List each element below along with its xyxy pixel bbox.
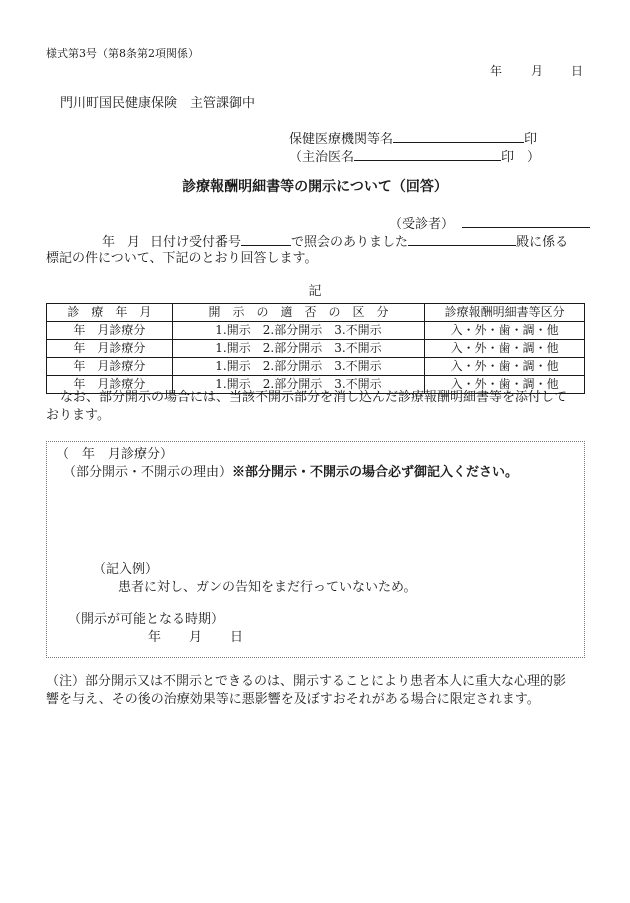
- table-cell-disclosure[interactable]: 1.開示 2.部分開示 3.不開示: [172, 340, 425, 358]
- example-label: （記入例）: [93, 562, 159, 577]
- table-cell-month[interactable]: 年 月診療分: [47, 376, 173, 394]
- table-cell-month[interactable]: 年 月診療分: [47, 358, 173, 376]
- patient-line: [389, 215, 590, 233]
- possible-period-label: （開示が可能となる時期）: [68, 612, 225, 627]
- table-cell-disclosure[interactable]: 1.開示 2.部分開示 3.不開示: [172, 376, 425, 394]
- patient-blank-inline[interactable]: [408, 233, 516, 246]
- box-period: （ 年 月診療分）: [56, 447, 174, 462]
- table-row: [47, 340, 585, 358]
- footnote-line-2: 響を与え、その後の治療効果等に悪影響を及ぼすおそれがある場合に限定されます。: [46, 692, 540, 707]
- date-month: 月: [531, 64, 544, 78]
- reply-line-2: 標記の件について、下記のとおり回答します。: [46, 251, 318, 266]
- table-header-row: [47, 304, 585, 322]
- receipt-number-blank[interactable]: [241, 233, 291, 246]
- table-cell-month[interactable]: 年 月診療分: [47, 340, 173, 358]
- institution-name-label: 保健医療機関等名: [289, 132, 394, 147]
- partial-note-line-2: おります。: [46, 408, 110, 423]
- doctor-label: （主治医名: [289, 150, 355, 165]
- table-cell-month[interactable]: 年 月診療分: [47, 322, 173, 340]
- possible-year: 年: [148, 630, 162, 645]
- date-day: 日: [571, 64, 584, 78]
- institution-line: [289, 130, 537, 148]
- table-header: 開 示 の 適 否 の 区 分: [172, 304, 425, 322]
- page-title: 診療報酬明細書等の開示について（回答）: [182, 179, 448, 195]
- disclosure-table: [46, 303, 585, 394]
- table-cell-category[interactable]: 入・外・歯・調・他: [425, 358, 585, 376]
- form-number: 様式第3号（第8条第2項関係）: [46, 47, 199, 60]
- footnote-line-1: （注）部分開示又は不開示とできるのは、開示することにより患者本人に重大な心理的影: [46, 674, 567, 689]
- possible-month: 月: [189, 630, 203, 645]
- doctor-seal: 印 ）: [501, 150, 541, 165]
- patient-label: （受診者）: [389, 217, 455, 232]
- reply-line-1: [46, 233, 568, 251]
- patient-name-blank[interactable]: [462, 215, 590, 228]
- table-header: 診 療 年 月: [47, 304, 173, 322]
- ki-heading: 記: [308, 284, 322, 299]
- doctor-line: [289, 148, 540, 166]
- possible-day: 日: [230, 630, 244, 645]
- reply-regarding-label: 殿に係る: [516, 235, 569, 250]
- example-text: 患者に対し、ガンの告知をまだ行っていないため。: [118, 580, 417, 595]
- reason-instruction: ※部分開示・不開示の場合必ず御記入ください。: [232, 465, 519, 480]
- table-row: [47, 322, 585, 340]
- table-cell-category[interactable]: 入・外・歯・調・他: [425, 322, 585, 340]
- table-cell-disclosure[interactable]: 1.開示 2.部分開示 3.不開示: [172, 358, 425, 376]
- partial-note-line-1: なお、部分開示の場合には、当該不開示部分を消し込んだ診療報酬明細書等を添付して: [60, 390, 568, 405]
- date-year: 年: [490, 64, 503, 78]
- institution-seal: 印: [524, 132, 538, 147]
- reply-inquiry-label: で照会のありました: [291, 235, 409, 250]
- table-header: 診療報酬明細書等区分: [425, 304, 585, 322]
- doctor-name-blank[interactable]: [354, 148, 501, 161]
- institution-name-blank[interactable]: [393, 130, 524, 143]
- table-cell-category[interactable]: 入・外・歯・調・他: [425, 340, 585, 358]
- reason-line: [63, 465, 518, 481]
- reply-month: 月: [127, 235, 141, 250]
- table-cell-disclosure[interactable]: 1.開示 2.部分開示 3.不開示: [172, 322, 425, 340]
- table-row: [47, 358, 585, 376]
- addressee: 門川町国民健康保険 主管課御中: [60, 96, 256, 111]
- table-cell-category[interactable]: 入・外・歯・調・他: [425, 376, 585, 394]
- reason-label: （部分開示・不開示の理由）: [63, 465, 233, 480]
- reply-received-label: 日付け受付番号: [150, 235, 242, 250]
- reply-year: 年: [102, 235, 116, 250]
